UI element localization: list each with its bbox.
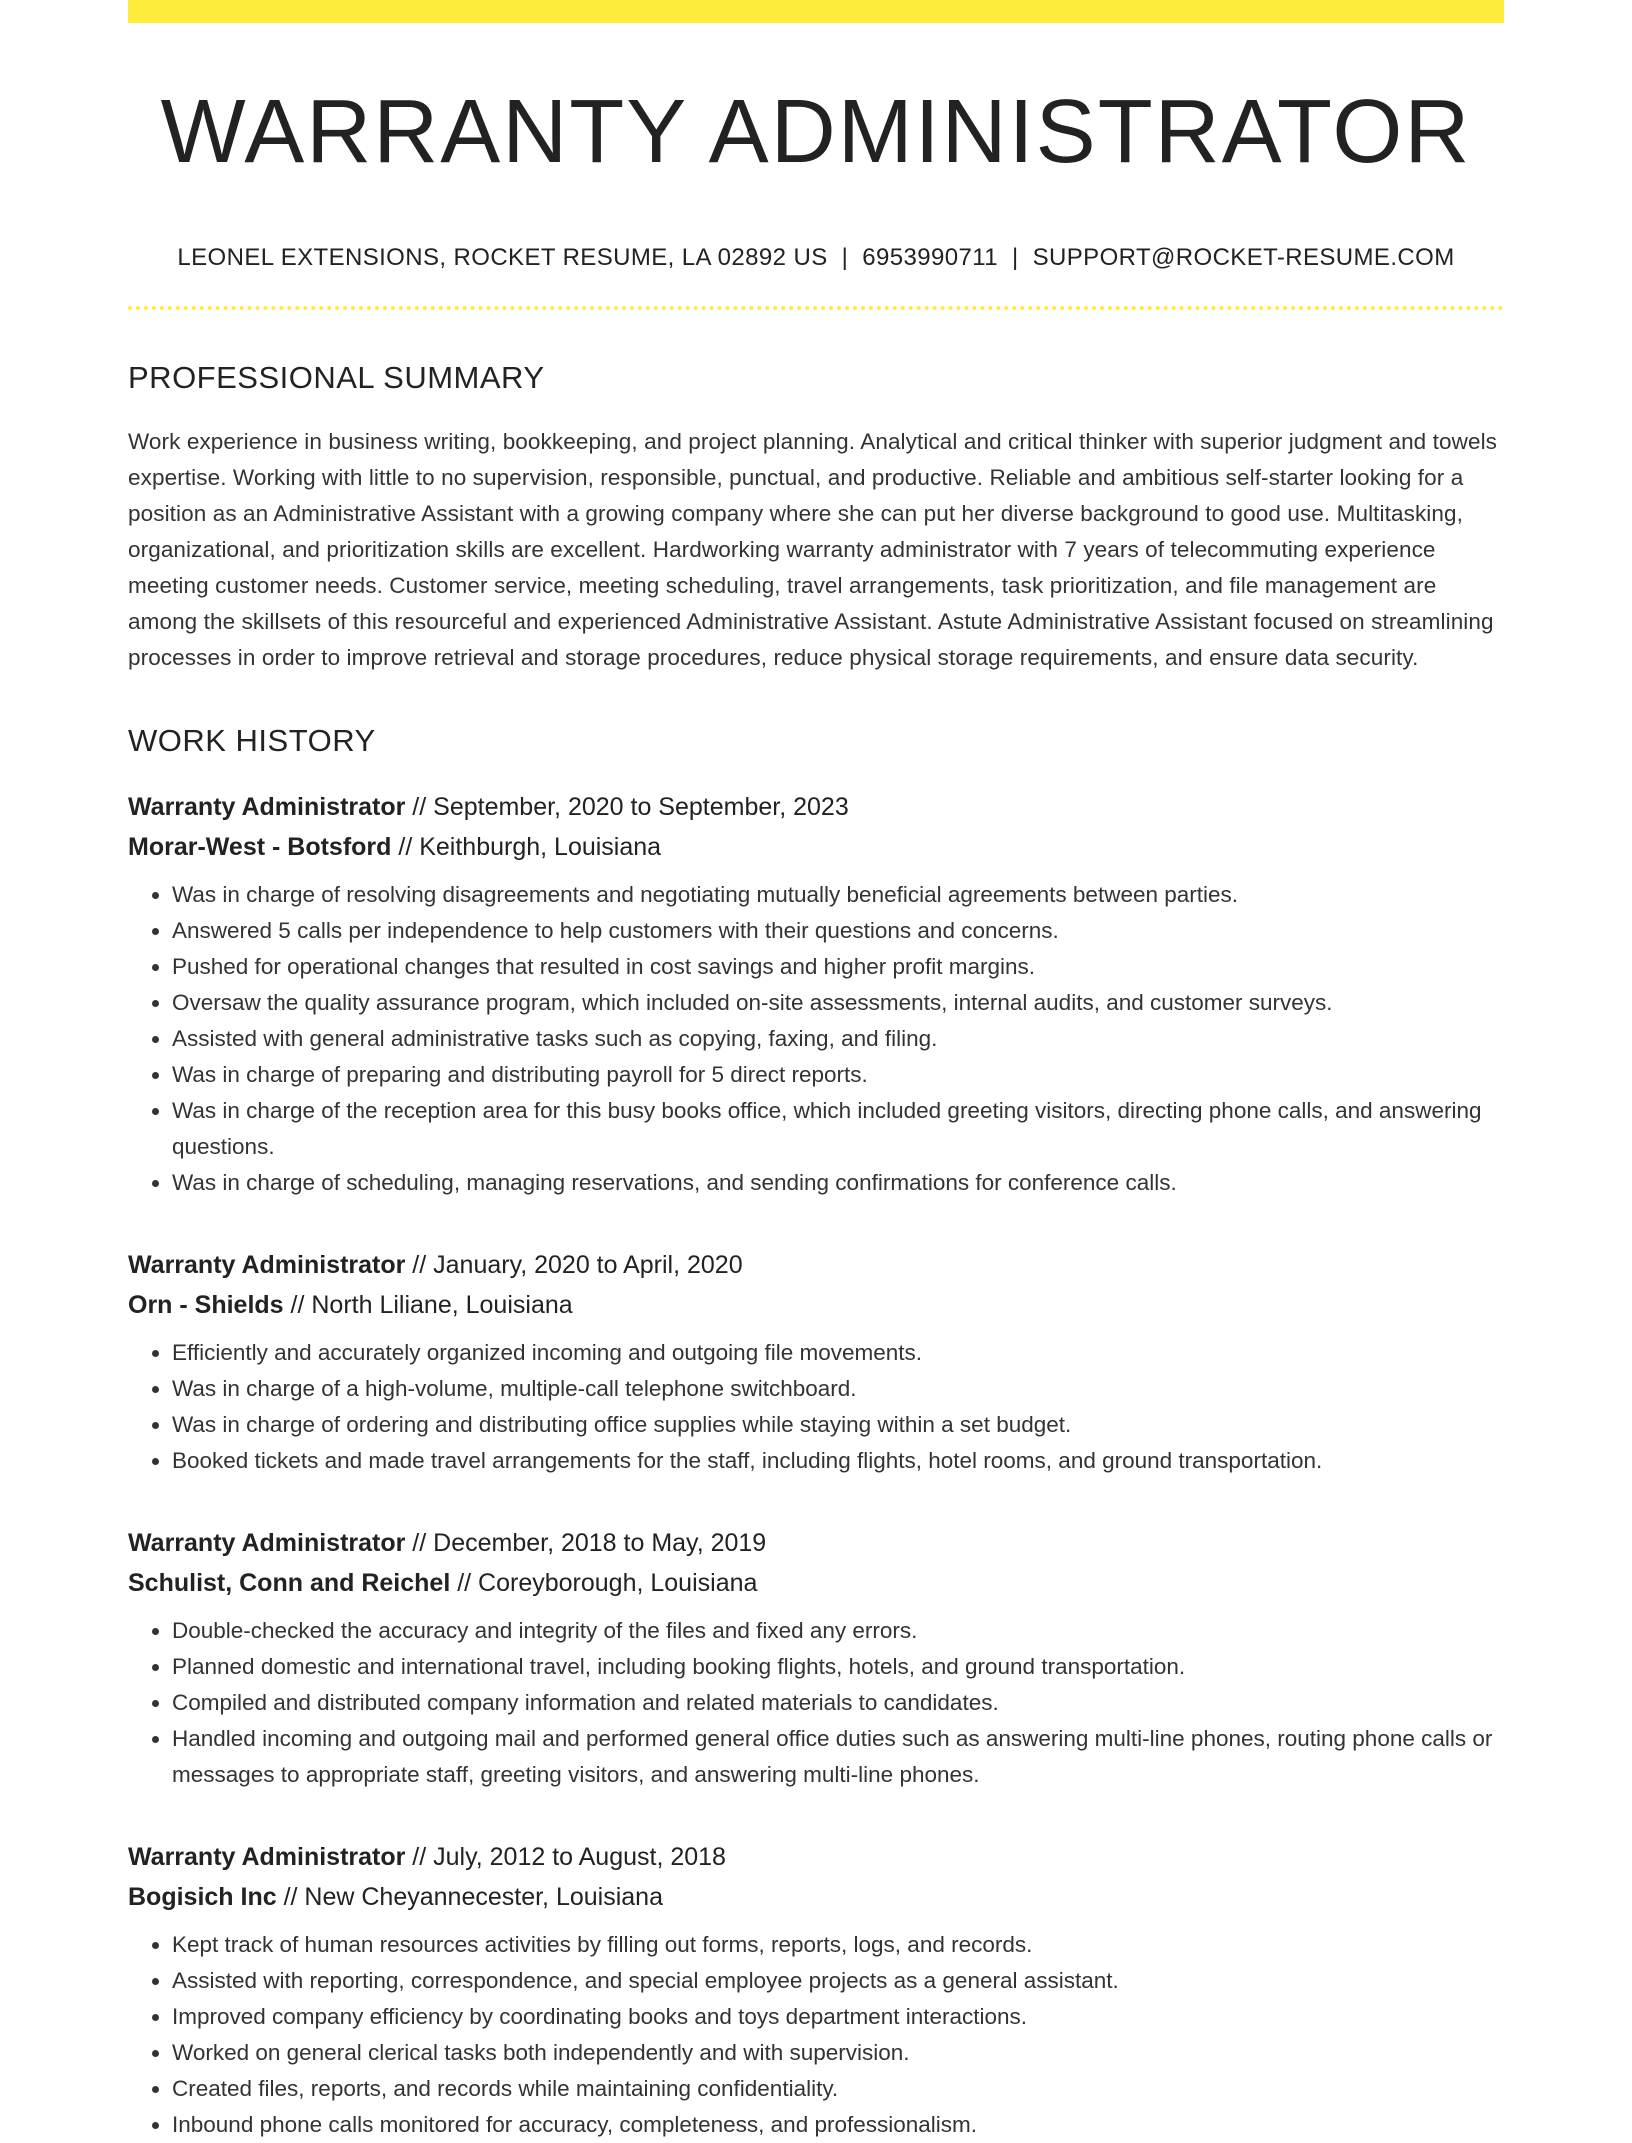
dotted-divider <box>128 306 1504 310</box>
resume-name-heading: WARRANTY ADMINISTRATOR <box>160 82 1472 182</box>
job-bullet-list <box>128 1613 1504 1793</box>
job-bullet: • Assisted with general administrative tasks such as copying, faxing, and filing. <box>172 1021 1504 1057</box>
job-bullet: • Inbound phone calls monitored for accuracy, completeness, and professionalism. <box>172 2107 1504 2143</box>
job-company: Bogisich Inc <box>128 1883 277 1911</box>
job-bullet: • Answered 5 calls per independence to help customers with their questions and concerns. <box>172 913 1504 949</box>
job-bullet: • Pushed for operational changes that resulted in cost savings and higher profit margins. <box>172 949 1504 985</box>
job-bullet: • Compiled and distributed company information and related materials to candidates. <box>172 1685 1504 1721</box>
job-dates: // September, 2020 to September, 2023 <box>405 793 849 821</box>
job-company: Orn - Shields <box>128 1291 284 1319</box>
job-company: Schulist, Conn and Reichel <box>128 1569 451 1597</box>
job-bullet: • Was in charge of resolving disagreements and negotiating mutually beneficial agreements between parties. <box>172 877 1504 913</box>
job-bullet: • Was in charge of ordering and distributing office supplies while staying within a set budget. <box>172 1407 1504 1443</box>
job-bullet: • Efficiently and accurately organized incoming and outgoing file movements. <box>172 1335 1504 1371</box>
job-entry <box>128 1837 1504 2143</box>
job-role-line <box>128 1523 1504 1563</box>
job-bullet: • Assisted with reporting, correspondence, and special employee projects as a general assistant. <box>172 1963 1504 1999</box>
job-entry <box>128 787 1504 1201</box>
job-company-line <box>128 827 1504 867</box>
job-dates: // July, 2012 to August, 2018 <box>405 1843 726 1871</box>
job-bullet-list <box>128 877 1504 1201</box>
contact-separator: | <box>1011 244 1019 271</box>
job-role: Warranty Administrator <box>128 1251 406 1279</box>
contact-address: LEONEL EXTENSIONS, ROCKET RESUME, LA 02892 US <box>177 244 828 271</box>
contact-separator: | <box>841 244 849 271</box>
job-bullet: • Was in charge of scheduling, managing reservations, and sending confirmations for conference calls. <box>172 1165 1504 1201</box>
job-dates: // December, 2018 to May, 2019 <box>405 1529 767 1557</box>
job-bullet: • Was in charge of the reception area for this busy books office, which included greeting visitors, directing phone calls, and answering questions. <box>172 1093 1504 1165</box>
contact-phone[interactable]: 6953990711 <box>862 244 998 271</box>
job-bullet-list <box>128 1335 1504 1479</box>
job-role-line <box>128 1837 1504 1877</box>
job-bullet: • Handled incoming and outgoing mail and performed general office duties such as answering multi-line phones, routing phone calls or messages to appropriate staff, greeting visitors, and answering multi-line phones. <box>172 1721 1504 1793</box>
job-bullet: • Worked on general clerical tasks both independently and with supervision. <box>172 2035 1504 2071</box>
job-bullet: • Oversaw the quality assurance program, which included on-site assessments, internal audits, and customer surveys. <box>172 985 1504 1021</box>
job-entry <box>128 1523 1504 1793</box>
professional-summary-text: Work experience in business writing, bookkeeping, and project planning. Analytical and critical thinker with superior judgment and towels expertise. Working with little to no supervision, responsible, punctual, and productive. Reliable and ambitious self-starter looking for a position as an Administrative Assistant with a growing company where she can put her diverse background to good use. Multitasking, organizational, and prioritization skills are excellent. Hardworking warranty administrator with 7 years of telecommuting experience meeting customer needs. Customer service, meeting scheduling, travel arrangements, task prioritization, and file management are among the skillsets of this resourceful and experienced Administrative Assistant. Astute Administrative Assistant focused on streamlining processes in order to improve retrieval and storage procedures, reduce physical storage requirements, and ensure data security. <box>128 429 1498 670</box>
job-bullet: • Was in charge of preparing and distributing payroll for 5 direct reports. <box>172 1057 1504 1093</box>
job-bullet: • Booked tickets and made travel arrangements for the staff, including flights, hotel rooms, and ground transportation. <box>172 1443 1504 1479</box>
job-entry <box>128 1245 1504 1479</box>
job-bullet: • Kept track of human resources activities by filling out forms, reports, logs, and records. <box>172 1927 1504 1963</box>
job-dates: // January, 2020 to April, 2020 <box>405 1251 743 1279</box>
job-role: Warranty Administrator <box>128 1529 406 1557</box>
job-bullet: • Double-checked the accuracy and integrity of the files and fixed any errors. <box>172 1613 1504 1649</box>
contact-line <box>128 244 1504 272</box>
job-location: // Keithburgh, Louisiana <box>391 833 662 861</box>
work-history-list <box>128 787 1504 2143</box>
job-role-line <box>128 787 1504 827</box>
job-bullet: • Improved company efficiency by coordinating books and toys department interactions. <box>172 1999 1504 2035</box>
resume-page <box>128 0 1504 2143</box>
contact-email[interactable]: SUPPORT@ROCKET-RESUME.COM <box>1032 244 1455 271</box>
job-company-line <box>128 1877 1504 1917</box>
job-role: Warranty Administrator <box>128 793 406 821</box>
job-company-line <box>128 1285 1504 1325</box>
job-bullet-list <box>128 1927 1504 2143</box>
work-history-heading: WORK HISTORY <box>128 723 376 758</box>
job-location: // Coreyborough, Louisiana <box>450 1569 758 1597</box>
job-bullet: • Was in charge of a high-volume, multiple-call telephone switchboard. <box>172 1371 1504 1407</box>
job-company: Morar-West - Botsford <box>128 833 392 861</box>
job-location: // New Cheyannecester, Louisiana <box>276 1883 663 1911</box>
job-role: Warranty Administrator <box>128 1843 406 1871</box>
accent-top-bar <box>128 0 1504 23</box>
job-bullet: • Planned domestic and international travel, including booking flights, hotels, and ground transportation. <box>172 1649 1504 1685</box>
job-company-line <box>128 1563 1504 1603</box>
job-location: // North Liliane, Louisiana <box>283 1291 573 1319</box>
professional-summary-heading: PROFESSIONAL SUMMARY <box>128 360 545 395</box>
job-bullet: • Created files, reports, and records while maintaining confidentiality. <box>172 2071 1504 2107</box>
job-role-line <box>128 1245 1504 1285</box>
